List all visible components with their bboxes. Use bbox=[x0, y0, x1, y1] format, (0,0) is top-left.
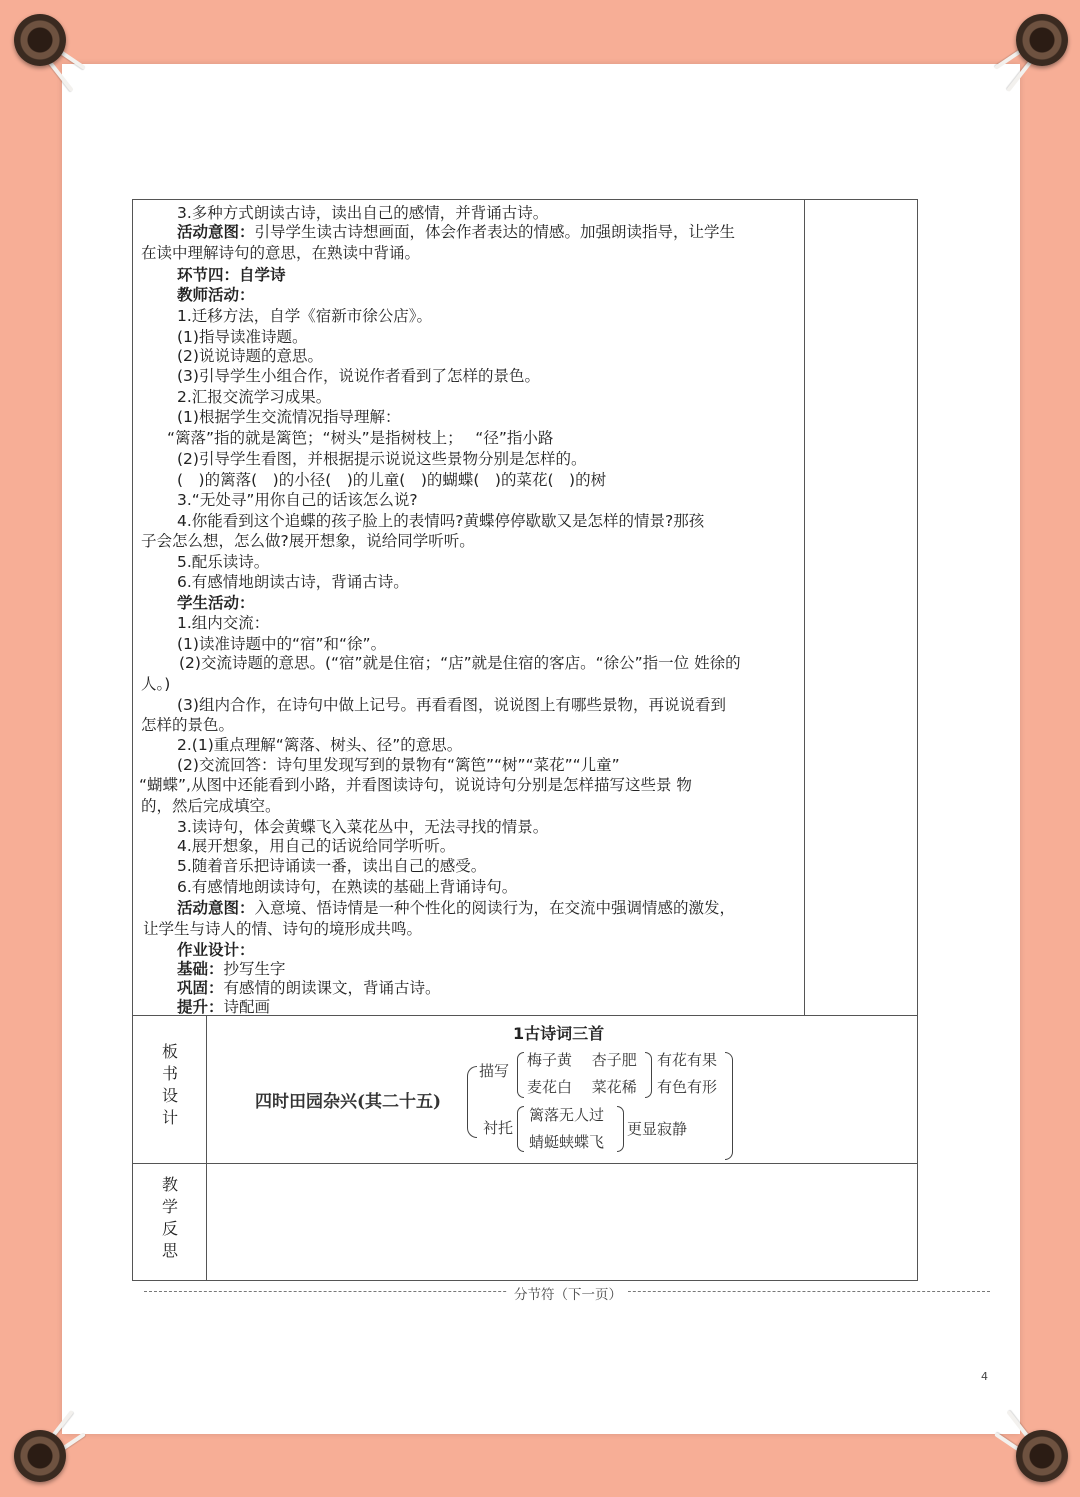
content-line: (1)读准诗题中的“宿”和“徐”。 bbox=[177, 635, 387, 653]
pin-bottom-right bbox=[1016, 1430, 1068, 1482]
content-line: 让学生与诗人的情、诗句的境形成共鸣。 bbox=[143, 920, 423, 938]
board-describe-brace bbox=[517, 1052, 524, 1098]
content-line: 5.配乐读诗。 bbox=[177, 553, 270, 571]
pin-bottom-left bbox=[14, 1430, 66, 1482]
content-line: 2.汇报交流学习成果。 bbox=[177, 388, 332, 406]
content-line: 子会怎么想，怎么做?展开想象，说给同学听听。 bbox=[141, 532, 475, 550]
content-line: (2)引导学生看图，并根据提示说说这些景物分别是怎样的。 bbox=[177, 450, 587, 468]
content-line: “篱落”指的就是篱笆；“树头”是指树枝上； “径”指小路 bbox=[167, 429, 554, 447]
board-design-label: 板 书 设 计 bbox=[161, 1042, 178, 1127]
board-contrast-close-brace bbox=[617, 1106, 624, 1152]
content-line: (2)交流回答：诗句里发现写到的景物有“篱笆”“树”“菜花”“儿童” bbox=[177, 756, 620, 774]
content-line-rest: 有感情的朗读课文，背诵古诗。 bbox=[223, 979, 441, 997]
content-line: ( )的篱落( )的小径( )的儿童( )的蝴蝶( )的菜花( )的树 bbox=[177, 471, 607, 489]
board-design-label-cell bbox=[133, 1016, 207, 1163]
content-line: 3.“无处寻”用你自己的话该怎么说? bbox=[177, 491, 418, 509]
content-line-lead: 活动意图： bbox=[177, 899, 255, 917]
content-line: 的，然后完成填空。 bbox=[141, 797, 281, 815]
content-line-rest: 入意境、悟诗情是一种个性化的阅读行为，在交流中强调情感的激发， bbox=[254, 899, 736, 917]
content-line-lead: 活动意图： bbox=[177, 223, 255, 241]
content-line bbox=[177, 978, 441, 998]
reflection-row bbox=[133, 1164, 917, 1280]
content-line: (3)引导学生小组合作，说说作者看到了怎样的景色。 bbox=[177, 367, 540, 385]
content-line: 学生活动： bbox=[177, 594, 255, 612]
content-line: (1)根据学生交流情况指导理解： bbox=[177, 408, 401, 426]
content-line bbox=[177, 222, 735, 242]
board-item-1: 梅子黄 杏子肥 bbox=[527, 1051, 637, 1069]
content-line: (3)组内合作，在诗句中做上记号。再看看图，说说图上有哪些景物，再说说看到 bbox=[177, 696, 726, 714]
pin-top-left bbox=[14, 14, 66, 66]
content-line: (2)说说诗题的意思。 bbox=[177, 347, 323, 365]
board-outer-close-brace bbox=[725, 1052, 733, 1160]
content-line: (2)交流诗题的意思。(“宿”就是住宿；“店”就是住宿的客店。“徐公”指一位 姓徐的 bbox=[179, 654, 741, 672]
content-line-rest: 诗配画 bbox=[223, 998, 271, 1016]
board-item-2: 麦花白 菜花稀 bbox=[527, 1078, 637, 1096]
content-line: 3.多种方式朗读古诗，读出自己的感情，并背诵古诗。 bbox=[177, 204, 549, 222]
content-line: (1)指导读准诗题。 bbox=[177, 328, 308, 346]
section-break-label: 分节符（下一页） bbox=[508, 1283, 628, 1303]
board-item-3: 篱落无人过 bbox=[529, 1106, 605, 1124]
content-line-rest: 抄写生字 bbox=[223, 960, 286, 978]
content-line: 环节四：自学诗 bbox=[177, 266, 286, 284]
activity-side-cell bbox=[804, 200, 917, 1015]
board-contrast: 衬托 bbox=[483, 1119, 514, 1137]
board-poem-title: 四时田园杂兴(其二十五) bbox=[255, 1092, 442, 1112]
content-line-lead: 提升： bbox=[177, 998, 224, 1016]
board-result-3: 更显寂静 bbox=[627, 1120, 688, 1138]
board-left-brace bbox=[467, 1066, 477, 1138]
content-line: 作业设计： bbox=[177, 941, 255, 959]
content-line: 在读中理解诗句的意思，在熟读中背诵。 bbox=[141, 244, 421, 262]
board-result-1: 有花有果 bbox=[657, 1051, 718, 1069]
reflection-label-cell bbox=[133, 1164, 207, 1280]
content-line: 怎样的景色。 bbox=[141, 716, 235, 734]
pin-top-right bbox=[1016, 14, 1068, 66]
lesson-plan-table bbox=[132, 199, 918, 1281]
board-describe: 描写 bbox=[479, 1062, 510, 1080]
content-line: “蝴蝶”,从图中还能看到小路，并看图读诗句，说说诗句分别是怎样描写这些景 物 bbox=[139, 776, 692, 794]
board-describe-close-brace bbox=[645, 1052, 652, 1098]
board-title: 1古诗词三首 bbox=[513, 1024, 605, 1043]
content-line bbox=[177, 997, 270, 1017]
board-design-row bbox=[133, 1016, 917, 1164]
content-line-rest: 引导学生读古诗想画面，体会作者表达的情感。加强朗读指导，让学生 bbox=[254, 223, 736, 241]
content-line bbox=[177, 898, 735, 918]
content-line: 4.你能看到这个追蝶的孩子脸上的表情吗?黄蝶停停歇歇又是怎样的情景?那孩 bbox=[177, 512, 705, 530]
content-line: 4.展开想象，用自己的话说给同学听听。 bbox=[177, 837, 456, 855]
content-line: 6.有感情地朗读古诗，背诵古诗。 bbox=[177, 573, 409, 591]
board-item-4: 蜻蜓蛱蝶飞 bbox=[529, 1133, 605, 1151]
reflection-label: 教 学 反 思 bbox=[161, 1175, 178, 1260]
activity-row bbox=[133, 200, 917, 1016]
content-line: 2.(1)重点理解“篱落、树头、径”的意思。 bbox=[177, 736, 463, 754]
content-line-lead: 巩固： bbox=[177, 979, 224, 997]
content-line: 6.有感情地朗读诗句，在熟读的基础上背诵诗句。 bbox=[177, 878, 518, 896]
content-line: 3.读诗句，体会黄蝶飞入菜花丛中，无法寻找的情景。 bbox=[177, 818, 549, 836]
content-line-lead: 基础： bbox=[177, 960, 224, 978]
content-line: 1.迁移方法，自学《宿新市徐公店》。 bbox=[177, 307, 433, 325]
content-line: 5.随着音乐把诗诵读一番，读出自己的感受。 bbox=[177, 857, 487, 875]
content-line: 人。) bbox=[141, 675, 171, 693]
content-line: 教师活动： bbox=[177, 286, 255, 304]
content-line: 1.组内交流： bbox=[177, 614, 270, 632]
page-number: 4 bbox=[981, 1370, 988, 1383]
content-line bbox=[177, 959, 286, 979]
board-result-2: 有色有形 bbox=[657, 1078, 718, 1096]
board-contrast-brace bbox=[517, 1106, 524, 1152]
